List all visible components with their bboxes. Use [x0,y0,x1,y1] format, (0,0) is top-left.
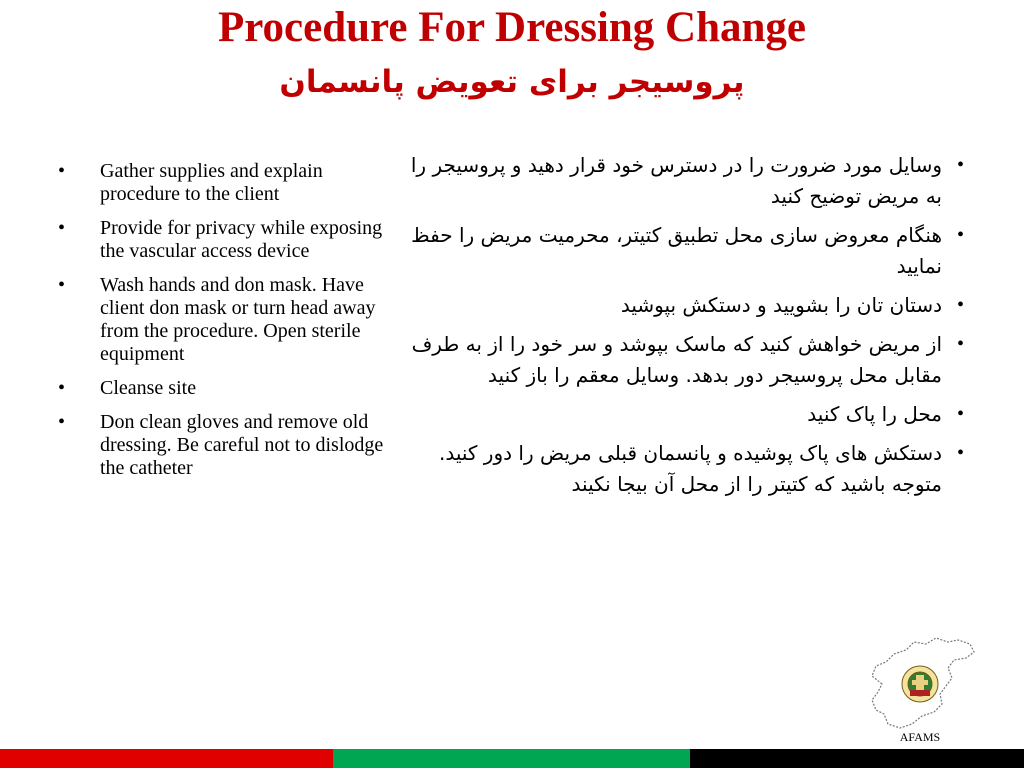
bullet-icon: • [956,442,964,464]
list-item [396,438,964,500]
bullet-icon: • [58,411,66,433]
bullet-icon: • [58,377,66,399]
green-stripe [333,749,690,768]
bullet-icon: • [58,160,66,182]
list-item [58,274,390,366]
flag-stripe-bar [0,749,1024,768]
black-stripe [690,749,1024,768]
slide-subtitle-persian: پروسیجر برای تعویض پانسمان [279,64,745,100]
list-item-text: دستان تان را بشویید و دستکش بپوشید [620,293,942,317]
english-bullet-list [58,160,390,491]
list-item [58,217,390,263]
afghanistan-map-icon [862,632,980,734]
bullet-icon: • [956,403,964,425]
list-item-text: Don clean gloves and remove old dressing. Be careful not to dislodge the catheter [100,411,384,479]
list-item-text: هنگام معروض سازی محل تطبیق کتیتر، محرمیت مریض را حفظ نمایید [411,223,942,278]
red-stripe [0,749,333,768]
slide-title: Procedure For Dressing Change [217,4,807,51]
logo-label: AFAMS [899,730,941,744]
list-item-text: Provide for privacy while exposing the vascular access device [100,217,383,262]
list-item [58,160,390,206]
list-item [396,290,964,321]
list-item [58,377,390,400]
persian-bullet-list [396,150,964,508]
bullet-icon: • [956,333,964,355]
list-item-text: وسایل مورد ضرورت را در دسترس خود قرار دهید و پروسیجر را به مریض توضیح کنید [410,153,942,208]
list-item-text: Gather supplies and explain procedure to the client [100,160,323,205]
list-item [396,329,964,391]
afghanistan-map-logo [862,632,980,734]
list-item [396,150,964,212]
bullet-icon: • [956,224,964,246]
bullet-icon: • [956,294,964,316]
list-item-text: از مریض خواهش کنید که ماسک بپوشد و سر خود را از به طرف مقابل محل پروسیجر دور بدهد. وسایل معقم را باز کنید [411,332,942,387]
bullet-icon: • [58,217,66,239]
list-item-text: Wash hands and don mask. Have client don mask or turn head away from the procedure. Open sterile equipment [100,274,376,365]
list-item-text: دستکش های پاک پوشیده و پانسمان قبلی مریض را دور کنید. متوجه باشید که کتیتر را از محل آن بیجا نکیند [439,441,942,496]
list-item [58,411,390,480]
list-item [396,399,964,430]
bullet-icon: • [58,274,66,296]
list-item [396,220,964,282]
bullet-icon: • [956,154,964,176]
list-item-text: Cleanse site [100,377,197,399]
list-item-text: محل را پاک کنید [807,402,942,426]
